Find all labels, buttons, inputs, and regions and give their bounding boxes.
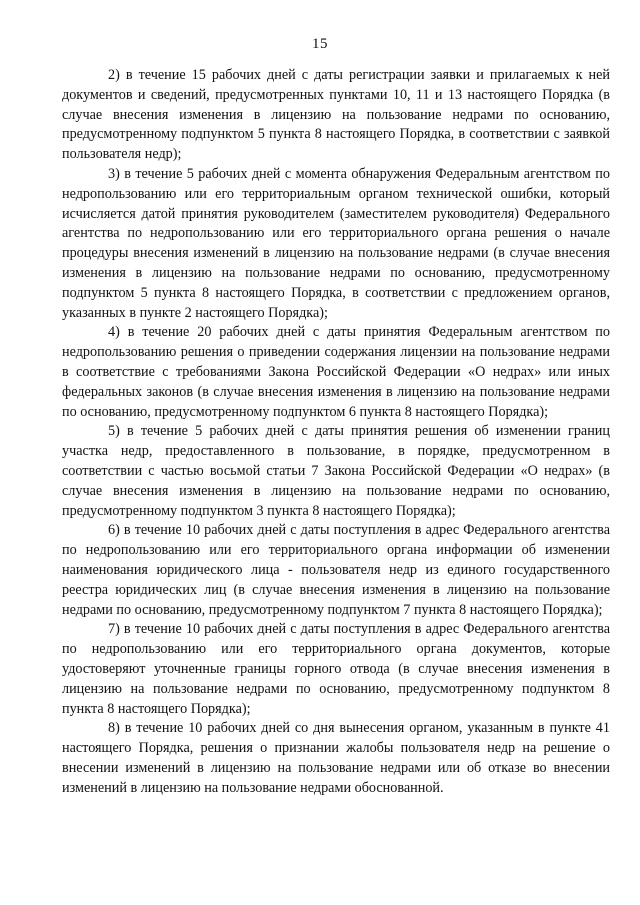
page-number: 15 (312, 36, 328, 52)
paragraph-item-4: 4) в течение 20 рабочих дней с даты принятия Федеральным агентством по недропользованию решения о приведении содержания лицензии на пользование недрами в соответствие с требованиями Закона Российской Федерации «О недрах» или иных федеральных законов (в случае внесения изменения в лицензию на пользование недрами по основанию, предусмотренному подпунктом 6 пункта 8 настоящего Порядка); (62, 324, 610, 420)
paragraph-item-6: 6) в течение 10 рабочих дней с даты поступления в адрес Федерального агентства по недропользованию или его территориального органа информации об изменении наименования юридического лица - пользователя недр из единого государственного реестра юридических лиц (в случае внесения изменения в лицензию на пользование недрами по основанию, предусмотренному подпунктом 7 пункта 8 настоящего Порядка); (62, 522, 610, 618)
paragraph-item-3: 3) в течение 5 рабочих дней с момента обнаружения Федеральным агентством по недропользованию или его территориальным органом технической ошибки, который исчисляется датой принятия руководителем (заместителем руководителя) Федерального агентства по недропользованию или его территориального органа решения о начале процедуры внесения изменений в лицензию на пользование недрами (в случае внесения изменения в лицензию на пользование недрами по основанию, предусмотренному подпунктом 5 пункта 8 настоящего Порядка, в соответствии с предложением органов, указанных в пункте 2 настоящего Порядка); (62, 165, 610, 321)
paragraph-item-8: 8) в течение 10 рабочих дней со дня вынесения органом, указанным в пункте 41 настоящего Порядка, решения о признании жалобы пользователя недр на решение о внесении изменений в лицензию на пользование недрами или об отказе во внесении изменений в лицензию на пользование недрами обоснованной. (62, 720, 610, 796)
paragraph-item-5: 5) в течение 5 рабочих дней с даты принятия решения об изменении границ участка недр, предоставленного в пользование, в порядке, предусмотренном в соответствии с частью восьмой статьи 7 Закона Российской Федерации «О недрах» (в случае внесения изменения в лицензию на пользование недрами по основанию, предусмотренному подпунктом 3 пункта 8 настоящего Порядка); (62, 423, 610, 519)
paragraph-item-7: 7) в течение 10 рабочих дней с даты поступления в адрес Федерального агентства по недропользованию или его территориального органа документов, которые удостоверяют уточненные границы горного отвода (в случае внесения изменения в лицензию на пользование недрами по основанию, предусмотренному подпунктом 8 пункта 8 настоящего Порядка); (62, 621, 610, 717)
paragraph-item-2: 2) в течение 15 рабочих дней с даты регистрации заявки и прилагаемых к ней документов и сведений, предусмотренных пунктами 10, 11 и 13 настоящего Порядка (в случае внесения изменения в лицензию на пользование недрами по основанию, предусмотренному подпунктом 5 пункта 8 настоящего Порядка, в соответствии с заявкой пользователя недр); (62, 67, 610, 163)
document-body (62, 66, 610, 798)
